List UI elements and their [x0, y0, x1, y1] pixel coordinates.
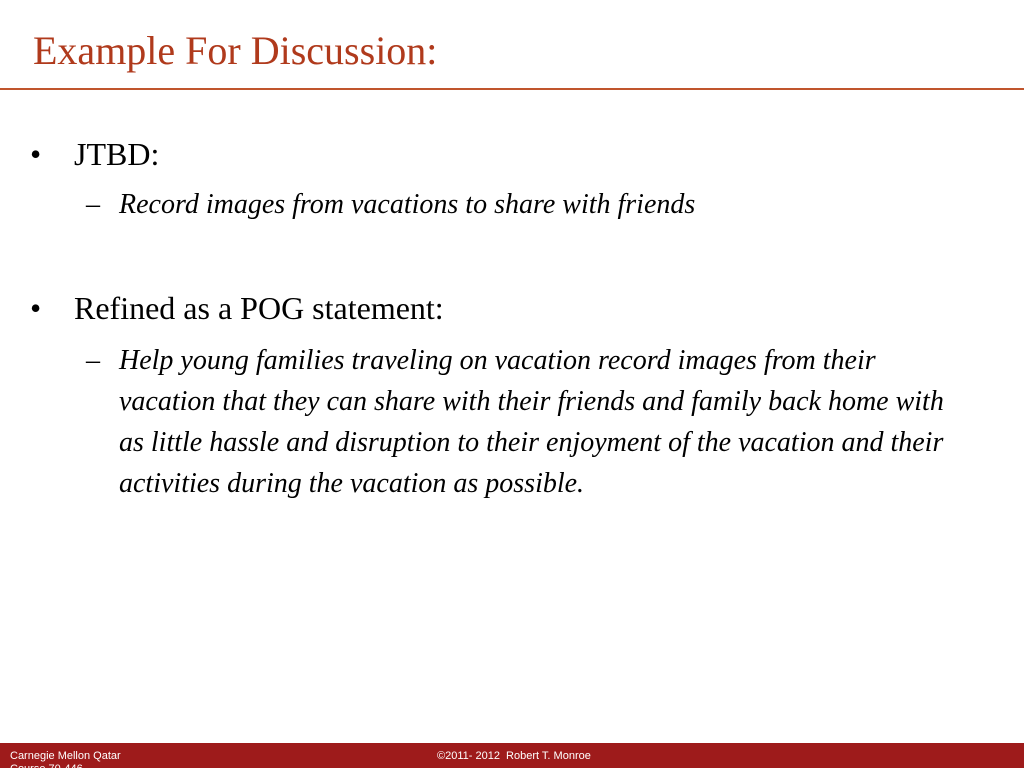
sub-bullet-pog — [86, 340, 969, 504]
footer-bar — [0, 743, 1024, 775]
footer-left — [10, 750, 121, 776]
sub-bullet-jtbd — [86, 184, 969, 225]
footer-course: Course 70-446 — [10, 763, 83, 775]
bullet-marker: • — [30, 136, 42, 172]
sub-bullet-text: Record images from vacations to share with friends — [119, 189, 696, 220]
bullet-marker: • — [30, 290, 42, 326]
footer-copyright: ©2011- 2012 Robert T. Monroe — [437, 750, 591, 762]
bullet-text: Refined as a POG statement: — [74, 290, 444, 326]
sub-bullet-marker: – — [86, 345, 100, 376]
bullet-text: JTBD: — [74, 136, 160, 172]
bullet-pog — [30, 289, 444, 327]
sub-bullet-marker: – — [86, 189, 100, 220]
bullet-jtbd — [30, 135, 159, 173]
title-divider — [0, 88, 1024, 90]
sub-bullet-text: Help young families traveling on vacation record images from their vacation that they can share with their friends and family back home with as little hassle and disruption to their enjoyment of the vacation and their activities during the vacation as possible. — [119, 345, 944, 499]
slide-title: Example For Discussion: — [33, 28, 438, 73]
footer-institution: Carnegie Mellon Qatar — [10, 750, 121, 762]
